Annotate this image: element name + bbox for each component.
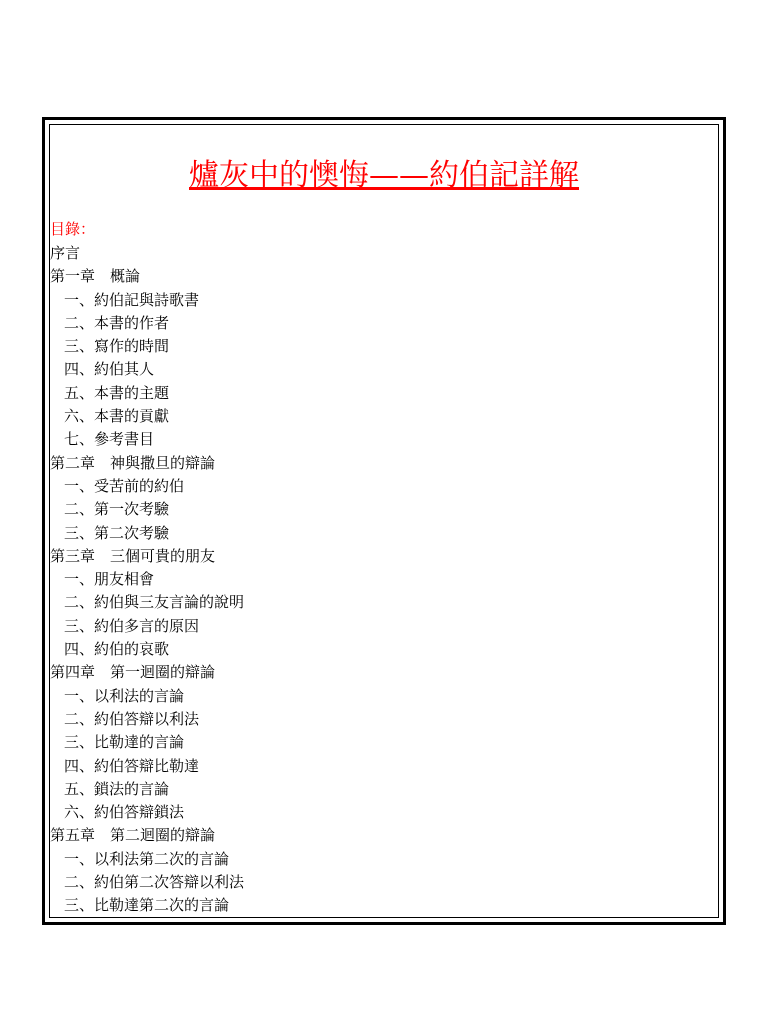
toc-section: 五、本書的主題 (64, 383, 170, 402)
toc-chapter: 序言 (50, 244, 81, 262)
toc-section: 五、鎖法的言論 (64, 779, 170, 798)
toc-section: 三、第二次考驗 (64, 523, 170, 542)
toc-section: 二、第一次考驗 (64, 500, 170, 519)
toc-section: 一、約伯記與詩歌書 (64, 290, 200, 309)
toc-section: 一、受苦前的約伯 (64, 476, 185, 495)
toc-section: 三、約伯多言的原因 (64, 616, 200, 635)
toc-section: 二、約伯第二次答辯以利法 (64, 873, 245, 892)
toc-section: 二、約伯與三友言論的說明 (64, 593, 245, 612)
toc-section: 一、以利法第二次的言論 (64, 849, 230, 868)
toc-section: 三、比勒達第二次的言論 (64, 896, 230, 915)
toc-chapter: 第四章 第一迴圈的辯論 (50, 663, 216, 682)
toc-section: 六、本書的貢獻 (64, 407, 170, 426)
toc-section: 一、朋友相會 (64, 570, 155, 589)
table-of-contents (50, 242, 244, 918)
toc-section: 一、以利法的言論 (64, 686, 185, 705)
toc-section: 七、參考書目 (64, 430, 155, 449)
toc-section: 二、約伯答辯以利法 (64, 709, 200, 728)
toc-chapter: 第二章 神與撒旦的辯論 (50, 453, 216, 472)
toc-section: 三、比勒達的言論 (64, 733, 185, 752)
toc-section: 四、約伯其人 (64, 360, 155, 379)
toc-section: 六、約伯答辯鎖法 (64, 803, 185, 822)
toc-chapter: 第一章 概論 (50, 267, 141, 286)
toc-header: 目錄： (50, 220, 96, 238)
toc-chapter: 第五章 第二迴圈的辯論 (50, 826, 216, 845)
toc-section: 三、寫作的時間 (64, 337, 170, 356)
document-title: 爐灰中的懊悔——約伯記詳解 (189, 158, 579, 193)
toc-section: 二、本書的作者 (64, 313, 170, 332)
toc-section: 四、約伯的哀歌 (64, 640, 170, 659)
toc-chapter: 第三章 三個可貴的朋友 (50, 546, 216, 565)
toc-section: 四、約伯答辯比勒達 (64, 756, 200, 775)
